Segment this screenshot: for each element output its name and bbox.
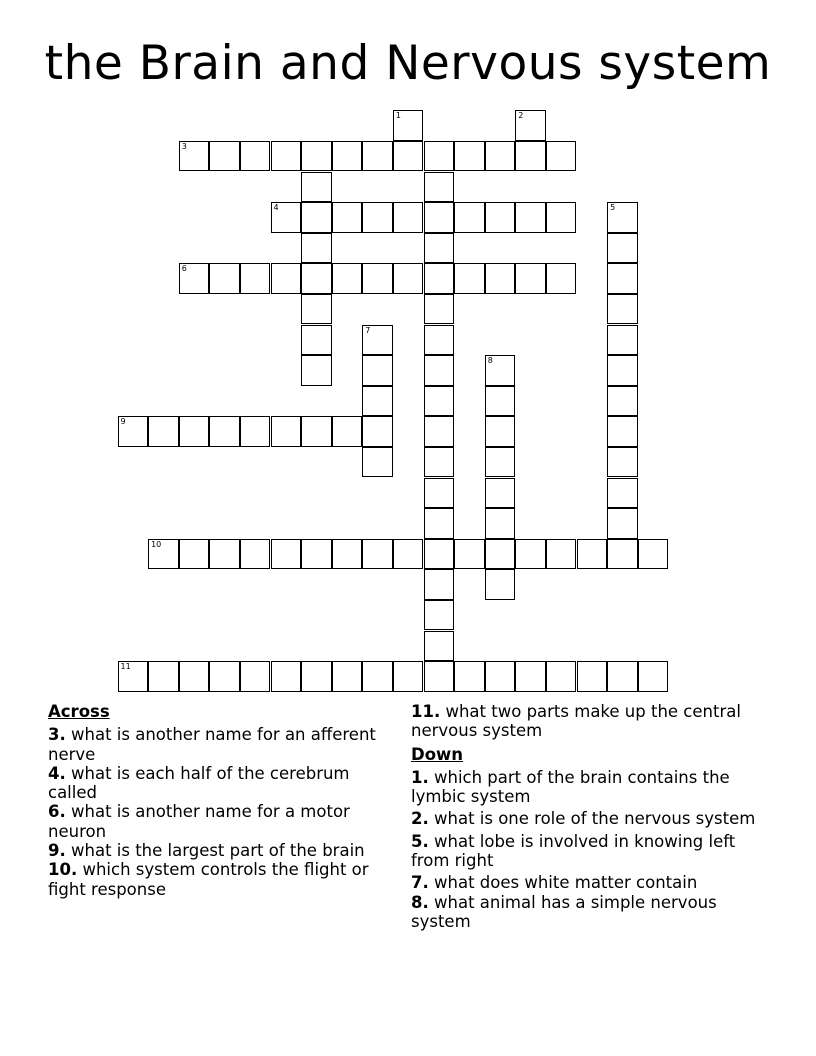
crossword-cell[interactable] <box>148 661 179 692</box>
crossword-cell[interactable] <box>607 325 638 356</box>
crossword-cell[interactable] <box>485 447 516 478</box>
clue-down-1 <box>411 768 756 807</box>
clue-across-6 <box>48 802 398 841</box>
clue-text: what lobe is involved in knowing left from right <box>411 831 736 871</box>
crossword-cell[interactable] <box>362 386 393 417</box>
crossword-cell[interactable] <box>209 661 240 692</box>
crossword-cell[interactable] <box>332 202 363 233</box>
clue-text: which system controls the flight or fight response <box>48 860 369 899</box>
crossword-cell[interactable] <box>485 661 516 692</box>
crossword-cell[interactable] <box>424 478 455 509</box>
crossword-cell[interactable] <box>332 141 363 172</box>
crossword-cell-3[interactable] <box>179 141 210 172</box>
crossword-cell[interactable] <box>301 233 332 264</box>
crossword-cell[interactable] <box>148 416 179 447</box>
crossword-cell[interactable] <box>332 416 363 447</box>
crossword-cell[interactable] <box>240 263 271 294</box>
crossword-cell[interactable] <box>362 661 393 692</box>
crossword-cell[interactable] <box>301 661 332 692</box>
cell-number: 8 <box>487 356 493 366</box>
across-heading: Across <box>48 702 110 721</box>
crossword-cell[interactable] <box>577 661 608 692</box>
clue-across-4 <box>48 764 398 803</box>
crossword-cell[interactable] <box>424 172 455 203</box>
crossword-cell[interactable] <box>454 539 485 570</box>
crossword-cell[interactable] <box>240 539 271 570</box>
clue-across-11 <box>411 702 756 741</box>
crossword-cell[interactable] <box>271 661 302 692</box>
crossword-cell[interactable] <box>424 508 455 539</box>
crossword-cell[interactable] <box>424 447 455 478</box>
cell-number: 11 <box>120 662 131 672</box>
crossword-cell[interactable] <box>454 202 485 233</box>
crossword-cell[interactable] <box>424 386 455 417</box>
crossword-cell[interactable] <box>240 141 271 172</box>
crossword-cell[interactable] <box>393 661 424 692</box>
clue-number: 11. <box>411 702 441 721</box>
clue-number: 8. <box>411 892 429 912</box>
crossword-cell[interactable] <box>607 294 638 325</box>
crossword-cell[interactable] <box>546 141 577 172</box>
clue-number: 5. <box>411 831 429 851</box>
crossword-cell[interactable] <box>362 202 393 233</box>
clue-text: what two parts make up the central nervous system <box>411 702 741 741</box>
clue-text: what is each half of the cerebrum called <box>48 763 350 803</box>
crossword-cell[interactable] <box>271 263 302 294</box>
crossword-cell[interactable] <box>454 263 485 294</box>
crossword-cell[interactable] <box>362 141 393 172</box>
clues-left-column <box>48 702 398 899</box>
crossword-cell[interactable] <box>301 355 332 386</box>
clue-down-2 <box>411 809 756 828</box>
crossword-cell[interactable] <box>424 416 455 447</box>
crossword-cell[interactable] <box>577 539 608 570</box>
clue-across-10 <box>48 860 398 899</box>
crossword-cell[interactable] <box>424 263 455 294</box>
cell-number: 4 <box>273 203 279 213</box>
crossword-cell[interactable] <box>424 202 455 233</box>
crossword-cell-5[interactable] <box>607 202 638 233</box>
crossword-cell[interactable] <box>607 447 638 478</box>
crossword-cell[interactable] <box>424 539 455 570</box>
crossword-cell[interactable] <box>179 661 210 692</box>
crossword-cell[interactable] <box>424 294 455 325</box>
crossword-cell[interactable] <box>515 539 546 570</box>
crossword-cell[interactable] <box>485 569 516 600</box>
clue-down-7 <box>411 873 756 892</box>
crossword-cell[interactable] <box>607 355 638 386</box>
cell-number: 1 <box>395 111 401 121</box>
crossword-cell[interactable] <box>362 447 393 478</box>
crossword-cell-1[interactable] <box>393 110 424 141</box>
crossword-cell[interactable] <box>607 233 638 264</box>
crossword-cell[interactable] <box>393 539 424 570</box>
crossword-cell[interactable] <box>607 478 638 509</box>
crossword-cell[interactable] <box>393 202 424 233</box>
crossword-cell[interactable] <box>607 661 638 692</box>
crossword-cell[interactable] <box>424 325 455 356</box>
crossword-cell[interactable] <box>271 141 302 172</box>
crossword-cell-11[interactable] <box>118 661 149 692</box>
crossword-cell[interactable] <box>362 539 393 570</box>
crossword-cell-9[interactable] <box>118 416 149 447</box>
crossword-cell[interactable] <box>209 263 240 294</box>
crossword-cell[interactable] <box>485 386 516 417</box>
crossword-cell[interactable] <box>638 661 669 692</box>
crossword-cell[interactable] <box>607 263 638 294</box>
clue-number: 1. <box>411 767 429 787</box>
crossword-cell-2[interactable] <box>515 110 546 141</box>
crossword-cell[interactable] <box>301 416 332 447</box>
clue-text: what is one role of the nervous system <box>434 809 756 829</box>
crossword-cell[interactable] <box>546 263 577 294</box>
clue-text: what is another name for a motor neuron <box>48 802 350 841</box>
crossword-cell[interactable] <box>607 508 638 539</box>
clue-number: 7. <box>411 873 429 893</box>
crossword-cell[interactable] <box>301 202 332 233</box>
crossword-cell[interactable] <box>454 661 485 692</box>
crossword-cell-4[interactable] <box>271 202 302 233</box>
crossword-cell[interactable] <box>271 416 302 447</box>
clue-across-3 <box>48 725 398 764</box>
clue-number: 4. <box>48 763 66 783</box>
crossword-cell[interactable] <box>546 661 577 692</box>
cell-number: 9 <box>120 417 126 427</box>
crossword-cell-6[interactable] <box>179 263 210 294</box>
crossword-cell[interactable] <box>546 202 577 233</box>
crossword-cell[interactable] <box>454 141 485 172</box>
clue-text: which part of the brain contains the lymbic system <box>411 767 730 807</box>
crossword-cell-10[interactable] <box>148 539 179 570</box>
crossword-cell[interactable] <box>546 539 577 570</box>
cell-number: 6 <box>181 264 187 274</box>
crossword-cell[interactable] <box>362 263 393 294</box>
crossword-cell[interactable] <box>179 539 210 570</box>
crossword-cell[interactable] <box>485 539 516 570</box>
cell-number: 10 <box>151 539 162 549</box>
clue-down-8 <box>411 893 756 932</box>
crossword-cell[interactable] <box>301 263 332 294</box>
crossword-cell[interactable] <box>607 386 638 417</box>
crossword-cell[interactable] <box>485 416 516 447</box>
crossword-cell[interactable] <box>485 508 516 539</box>
crossword-cell[interactable] <box>607 539 638 570</box>
clue-across-9 <box>48 841 398 860</box>
crossword-cell[interactable] <box>301 539 332 570</box>
crossword-cell[interactable] <box>515 661 546 692</box>
crossword-cell[interactable] <box>332 263 363 294</box>
clue-text: what is another name for an afferent nerve <box>48 725 376 764</box>
crossword-cell[interactable] <box>332 539 363 570</box>
page-title: the Brain and Nervous system <box>44 36 772 91</box>
crossword-cell-8[interactable] <box>485 355 516 386</box>
crossword-cell[interactable] <box>638 539 669 570</box>
crossword-cell[interactable] <box>485 263 516 294</box>
clue-number: 2. <box>411 809 429 829</box>
crossword-cell[interactable] <box>485 202 516 233</box>
crossword-cell[interactable] <box>209 141 240 172</box>
crossword-cell[interactable] <box>424 141 455 172</box>
crossword-cell[interactable] <box>209 539 240 570</box>
crossword-cell[interactable] <box>424 600 455 631</box>
clue-down-5 <box>411 832 756 871</box>
crossword-cell[interactable] <box>515 263 546 294</box>
crossword-cell[interactable] <box>301 172 332 203</box>
clue-number: 3. <box>48 725 66 745</box>
crossword-cell[interactable] <box>209 416 240 447</box>
crossword-cell[interactable] <box>362 355 393 386</box>
crossword-cell[interactable] <box>485 478 516 509</box>
crossword-cell[interactable] <box>393 141 424 172</box>
crossword-cell[interactable] <box>485 141 516 172</box>
crossword-cell[interactable] <box>362 416 393 447</box>
clue-text: what is the largest part of the brain <box>71 841 365 861</box>
cell-number: 3 <box>181 141 187 151</box>
crossword-cell[interactable] <box>424 631 455 662</box>
crossword-cell[interactable] <box>240 416 271 447</box>
crossword-cell[interactable] <box>240 661 271 692</box>
clues-right-column <box>411 702 756 931</box>
clue-text: what animal has a simple nervous system <box>411 892 717 931</box>
crossword-cell-7[interactable] <box>362 325 393 356</box>
down-heading: Down <box>411 744 464 764</box>
crossword-cell[interactable] <box>607 416 638 447</box>
crossword-cell[interactable] <box>515 141 546 172</box>
cell-number: 5 <box>610 203 616 213</box>
crossword-cell[interactable] <box>393 263 424 294</box>
clue-text: what does white matter contain <box>434 873 698 893</box>
crossword-cell[interactable] <box>301 325 332 356</box>
crossword-cell[interactable] <box>271 539 302 570</box>
crossword-cell[interactable] <box>424 661 455 692</box>
clue-number: 6. <box>48 802 66 822</box>
crossword-cell[interactable] <box>424 569 455 600</box>
crossword-cell[interactable] <box>301 294 332 325</box>
clue-number: 9. <box>48 841 66 861</box>
crossword-cell[interactable] <box>301 141 332 172</box>
cell-number: 2 <box>518 111 524 121</box>
crossword-cell[interactable] <box>424 355 455 386</box>
cell-number: 7 <box>365 325 371 335</box>
clue-number: 10. <box>48 860 78 880</box>
crossword-cell[interactable] <box>332 661 363 692</box>
crossword-cell[interactable] <box>515 202 546 233</box>
crossword-cell[interactable] <box>424 233 455 264</box>
crossword-cell[interactable] <box>179 416 210 447</box>
